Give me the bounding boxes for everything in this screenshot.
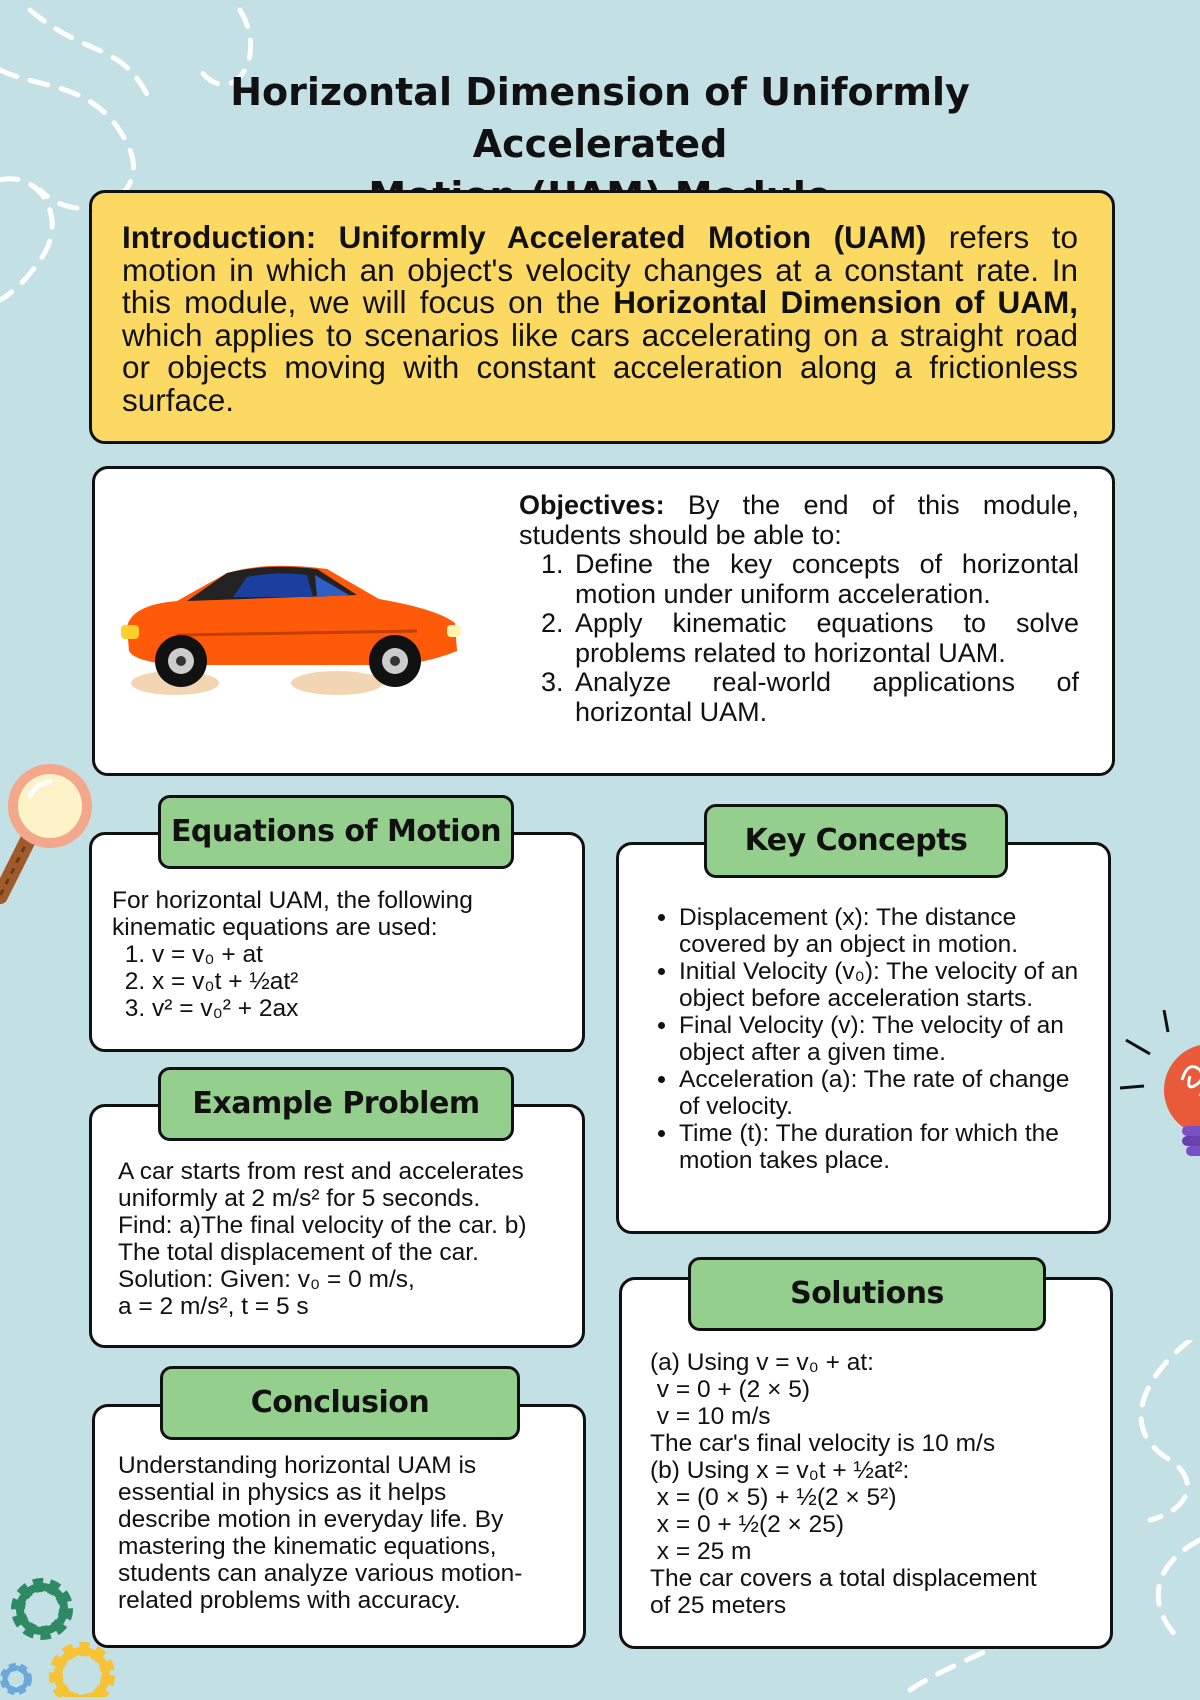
example-line: uniformly at 2 m/s² for 5 seconds. (118, 1185, 481, 1212)
example-line: a = 2 m/s², t = 5 s (118, 1293, 309, 1320)
solution-line: x = 0 + ½(2 × 25) (650, 1511, 845, 1538)
intro-bold-mid: Horizontal Dimension of UAM, (613, 284, 1078, 320)
example-problem-content (118, 1158, 578, 1320)
concept-item: • Time (t): The duration for which the motion takes place. (679, 1120, 1089, 1174)
equations-list (112, 941, 572, 1022)
equations-lead: For horizontal UAM, the following kinematic equations are used: (112, 887, 473, 941)
equations-content (112, 887, 572, 1022)
equations-heading: Equations of Motion (158, 795, 514, 869)
title-line-1: Horizontal Dimension of Uniformly Accelerated (230, 70, 970, 166)
solution-line: x = (0 × 5) + ½(2 × 5²) (650, 1484, 897, 1511)
concept-item: • Initial Velocity (v₀): The velocity of an object before acceleration starts. (679, 958, 1089, 1012)
example-line: The total displacement of the car. (118, 1239, 479, 1266)
key-concepts-content (649, 904, 1089, 1174)
solutions-heading: Solutions (688, 1257, 1046, 1331)
solution-line: x = 25 m (650, 1538, 752, 1565)
solutions-content (650, 1349, 1100, 1619)
key-concepts-list (649, 904, 1089, 1174)
example-line: A car starts from rest and accelerates (118, 1158, 524, 1185)
key-concepts-heading: Key Concepts (704, 804, 1008, 878)
intro-text-1: refers to motion in which an object's velocity changes at a constant rate. In this module, we will focus on the (122, 219, 1078, 320)
objectives-lead: By the end of this module, students should be able to: (519, 490, 1079, 550)
example-problem-heading: Example Problem (158, 1067, 514, 1141)
objective-item: 3. Analyze real-world applications of horizontal UAM. (571, 668, 1079, 727)
solution-line: The car covers a total displacement (650, 1565, 1037, 1592)
solution-line: The car's final velocity is 10 m/s (650, 1430, 996, 1457)
red-car-illustration (117, 565, 467, 700)
objective-item: 1. Define the key concepts of horizontal motion under uniform acceleration. (571, 550, 1079, 609)
solution-line: v = 10 m/s (650, 1403, 771, 1430)
solution-line: (b) Using x = v₀t + ½at²: (650, 1457, 910, 1484)
intro-bold-lead: Introduction: Uniformly Accelerated Motion (UAM) (122, 219, 927, 255)
example-line: Find: a)The final velocity of the car. b) (118, 1212, 527, 1239)
solution-line: (a) Using v = v₀ + at: (650, 1349, 874, 1376)
conclusion-line: Understanding horizontal UAM is (118, 1452, 477, 1479)
equation-item: 2. x = v₀t + ½at² (152, 968, 572, 995)
solution-line: of 25 meters (650, 1592, 787, 1619)
conclusion-heading: Conclusion (160, 1366, 520, 1440)
lightbulb-icon (1120, 1010, 1200, 1170)
objective-item: 2. Apply kinematic equations to solve problems related to horizontal UAM. (571, 609, 1079, 668)
example-line: Solution: Given: v₀ = 0 m/s, (118, 1266, 415, 1293)
objectives-box (92, 466, 1115, 776)
conclusion-line: describe motion in everyday life. By (118, 1506, 504, 1533)
introduction-box (89, 190, 1115, 444)
conclusion-line: mastering the kinematic equations, (118, 1533, 497, 1560)
objectives-label: Objectives: (519, 490, 665, 520)
solution-line: v = 0 + (2 × 5) (650, 1376, 811, 1403)
concept-item: • Displacement (x): The distance covered by an object in motion. (679, 904, 1089, 958)
conclusion-line: students can analyze various motion- (118, 1560, 523, 1587)
conclusion-content (118, 1452, 578, 1614)
conclusion-line: essential in physics as it helps (118, 1479, 447, 1506)
concept-item: • Final Velocity (v): The velocity of an object after a given time. (679, 1012, 1089, 1066)
objectives-list (519, 550, 1079, 727)
equation-item: 1. v = v₀ + at (152, 941, 572, 968)
equation-item: 3. v² = v₀² + 2ax (152, 995, 572, 1022)
conclusion-line: related problems with accuracy. (118, 1587, 461, 1614)
intro-text-2: which applies to scenarios like cars accelerating on a straight road or objects moving with constant acceleration along a frictionless surface. (122, 316, 1078, 418)
objectives-text (519, 491, 1079, 727)
concept-item: • Acceleration (a): The rate of change of velocity. (679, 1066, 1089, 1120)
